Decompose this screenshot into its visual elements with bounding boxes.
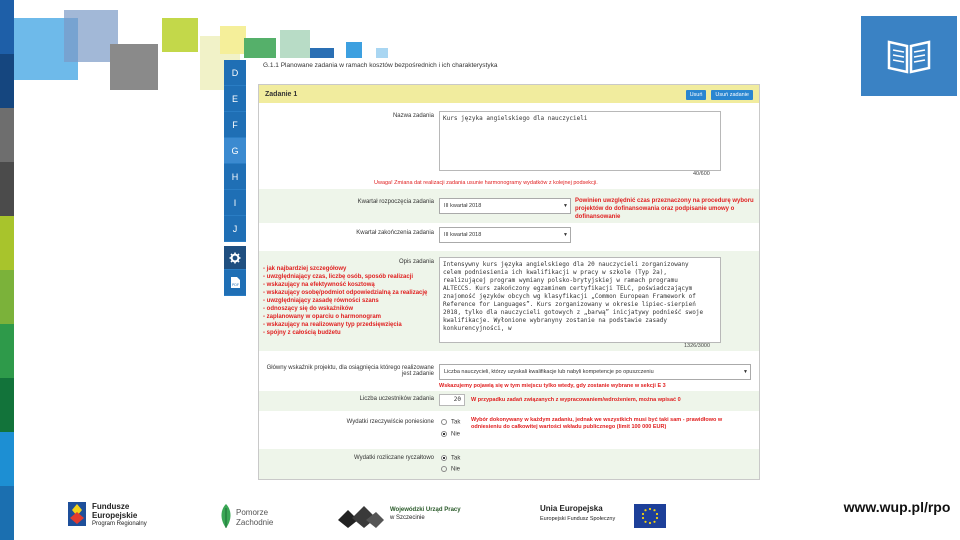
name-counter: 40/600	[693, 171, 710, 177]
task-title: Zadanie 1	[265, 90, 298, 98]
leaf-icon	[216, 502, 236, 530]
fe-line1: Fundusze	[92, 502, 130, 511]
desc-counter: 1326/3000	[684, 343, 710, 349]
cost-label: Wydatki rzeczywiście poniesione	[346, 419, 434, 425]
participants-note: W przypadku zadań związanych z wypracowaniem/wdrożeniem, można wpisać 0	[471, 397, 681, 403]
book-tile	[861, 16, 957, 96]
radio-selected-icon	[441, 455, 447, 461]
task-name-input[interactable]: Kurs języka angielskiego dla nauczycieli	[439, 111, 721, 171]
pz-line2: Zachodnie	[236, 518, 274, 527]
option-label: Tak	[451, 455, 461, 462]
deco-square	[310, 48, 334, 58]
task-header	[259, 85, 759, 103]
lump-row	[259, 449, 759, 480]
tab-i[interactable]: I	[224, 190, 246, 216]
pdf-button[interactable]	[224, 270, 246, 296]
hint-item: - wskazujący na efektywność kosztową	[263, 282, 375, 288]
participants-input[interactable]: 20	[439, 394, 465, 406]
ue-line1: Unia Europejska	[540, 504, 603, 513]
lump-option-nie[interactable]	[441, 466, 460, 473]
participants-label: Liczba uczestników zadania	[359, 396, 434, 402]
deco-square	[280, 30, 310, 58]
tab-h[interactable]: H	[224, 164, 246, 190]
svg-text:PDF: PDF	[231, 283, 239, 287]
section-title: G.1.1 Planowane zadania w ramach kosztów bezpośrednich i ich charakterystyka	[263, 62, 498, 69]
participants-row	[259, 391, 759, 411]
hint-item: - wskazujący osobę/podmiot odpowiedzialną za realizację	[263, 290, 428, 296]
desc-hints	[263, 265, 433, 337]
hint-item: - jak najbardziej szczegółowy	[263, 266, 347, 272]
section-tabs	[224, 60, 246, 296]
indicator-label: Główny wskaźnik projektu, dla osiągnięcia którego realizowane jest zadanie	[266, 365, 434, 377]
task-panel	[258, 84, 760, 480]
chevron-down-icon: ▼	[563, 232, 568, 238]
pz-line1: Pomorze	[236, 508, 269, 517]
deco-square	[376, 48, 388, 58]
deco-square	[110, 44, 158, 90]
open-book-icon	[885, 36, 933, 76]
option-label: Tak	[451, 419, 461, 426]
tab-g[interactable]: G	[224, 138, 246, 164]
fe-star-icon	[66, 500, 88, 528]
cost-row	[259, 411, 759, 449]
delete-task-button[interactable]: Usuń zadanie	[711, 90, 753, 100]
tab-e[interactable]: E	[224, 86, 246, 112]
cost-note: Wybór dokonywany w każdym zadaniu, jednak we wszystkich musi być taki sam - prawidłowo w odniesieniu do całkowitej wartości wkładu publicznego (limit 100 000 EUR)	[471, 417, 723, 430]
gear-icon	[229, 252, 241, 264]
indicator-row	[259, 361, 759, 391]
end-quarter-select[interactable]	[439, 227, 571, 243]
lump-label: Wydatki rozliczane ryczałtowo	[354, 455, 434, 461]
chevron-down-icon: ▼	[563, 203, 568, 209]
wup-line2: w Szczecinie	[390, 515, 425, 521]
tab-f[interactable]: F	[224, 112, 246, 138]
hint-item: - odnoszący się do wskaźników	[263, 306, 354, 312]
radio-icon	[441, 466, 447, 472]
quarter-note: Powinien uwzględnić czas przeznaczony na procedurę wyboru projektów do dofinansowania oraz podpisanie umowy o dofinansowanie	[575, 198, 754, 220]
chevron-down-icon: ▼	[743, 369, 748, 375]
indicator-value: Liczba nauczycieli, którzy uzyskali kwalifikacje lub nabyli kompetencje po opuszczeniu	[444, 369, 654, 375]
fe-line2: Europejskie	[92, 511, 138, 520]
task-description-input[interactable]: Intensywny kurs języka angielskiego dla 20 nauczycieli zorganizowany celem podniesienia ich kwalifikacji w pracy w szkole (Typ 2a), realizującej program wymiany polsko-brytyjskiej w ramach programu ALTECCS. Kurs zakończony egzaminem certyfikacji TELC, poświadczającym znajomość języków obcych wg klasyfikacji „Common European Framework of Reference for Languages”. Kurs zorganizowany w okresie lipiec-sierpień 2018, tylko dla nauczycieli gotowych z „barwą” inicjatywy podnieść swoje kwalifikacje. Wyłonione wybranyny zostanie na podstawie zasady konkurencyjności, w	[439, 257, 721, 343]
tab-j[interactable]: J	[224, 216, 246, 242]
left-color-strip	[0, 0, 14, 540]
indicator-select[interactable]	[439, 364, 751, 380]
radio-icon	[441, 419, 447, 425]
lump-option-tak[interactable]	[441, 455, 460, 462]
option-label: Nie	[451, 431, 461, 438]
fe-line3: Program Regionalny	[92, 521, 147, 527]
option-label: Nie	[451, 466, 461, 473]
end-label: Kwartał zakończenia zadania	[356, 230, 434, 236]
cost-option-nie[interactable]	[441, 431, 460, 438]
hint-item: - uwzględniający czas, liczbę osób, sposób realizacji	[263, 274, 414, 280]
hint-item: - uwzględniający zasadę równości szans	[263, 298, 379, 304]
radio-selected-icon	[441, 431, 447, 437]
deco-square	[346, 42, 362, 58]
delete-button[interactable]: Usuń	[686, 90, 707, 100]
website-url[interactable]: www.wup.pl/rpo	[834, 498, 960, 540]
desc-label: Opis zadania	[398, 259, 434, 265]
wup-blocks-icon	[336, 500, 384, 528]
start-quarter-value: III kwartał 2018	[444, 203, 482, 209]
end-row	[259, 223, 759, 249]
hint-item: - spójny z całością budżetu	[263, 330, 341, 336]
start-label: Kwartał rozpoczęcia zadania	[357, 199, 434, 205]
cost-option-tak[interactable]	[441, 419, 460, 426]
name-row	[259, 103, 759, 189]
hint-item: - zaplanowany w oparciu o harmonogram	[263, 314, 382, 320]
wup-line1: Wojewódzki Urząd Pracy	[390, 507, 461, 513]
settings-button[interactable]	[224, 246, 246, 270]
date-warning: Uwaga! Zmiana dat realizacji zadania usunie harmonogramy wydatków z kolejnej podsekcji.	[374, 180, 598, 186]
deco-square	[244, 38, 276, 58]
indicator-note: Wskazujemy pojawią się w tym miejscu tylko wtedy, gdy zostanie wybrane w sekcji E 3	[439, 383, 666, 389]
start-quarter-select[interactable]	[439, 198, 571, 214]
deco-square	[220, 26, 246, 54]
deco-square	[162, 18, 198, 52]
eu-flag-icon	[634, 504, 666, 528]
end-quarter-value: III kwartał 2018	[444, 232, 482, 238]
pdf-icon	[230, 276, 241, 289]
ue-line2: Europejski Fundusz Społeczny	[540, 516, 616, 522]
hint-item: - wskazujący na realizowany typ przedsięwzięcia	[263, 322, 402, 328]
name-label: Nazwa zadania	[392, 113, 434, 119]
tab-d[interactable]: D	[224, 60, 246, 86]
